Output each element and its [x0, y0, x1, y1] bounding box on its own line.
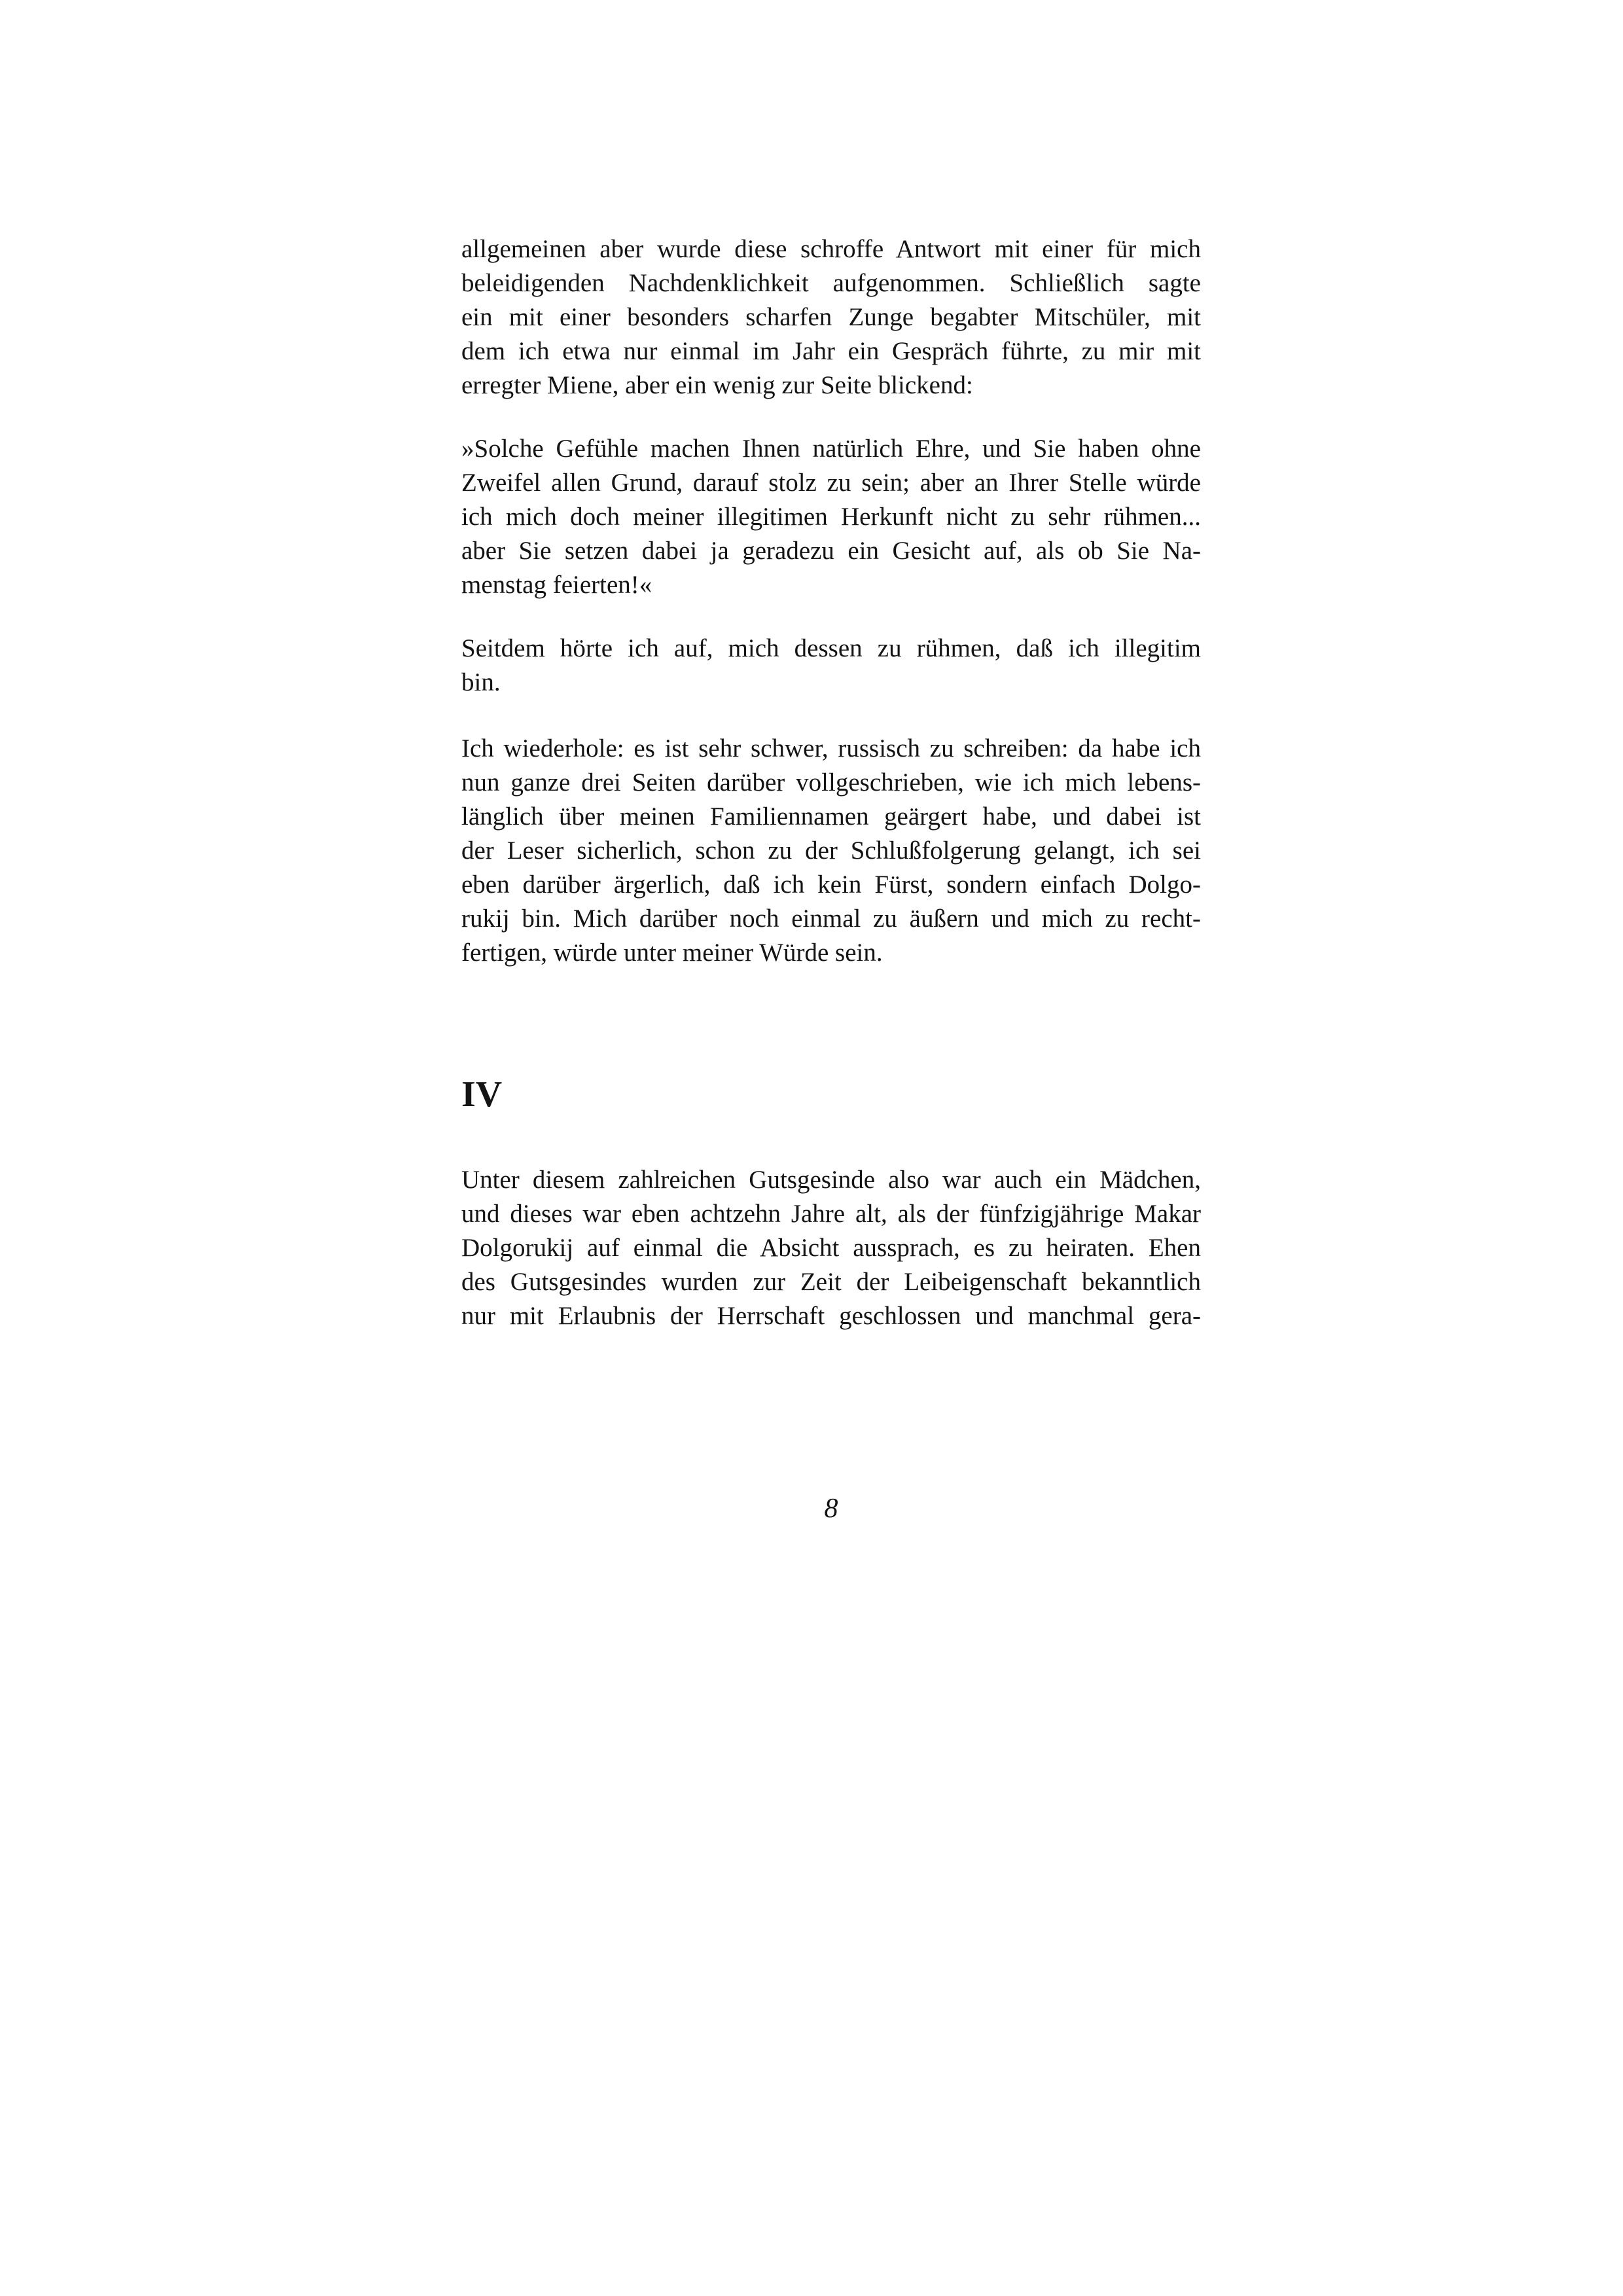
text-line: der Leser sicherlich, schon zu der Schlußfolgerung gelangt, ich sei: [461, 836, 1201, 865]
text-line: bin.: [461, 668, 501, 696]
text-line: allgemeinen aber wurde diese schroffe Antwort mit einer für mich: [461, 235, 1201, 263]
paragraph-1: [461, 232, 1201, 403]
text-line: Seitdem hörte ich auf, mich dessen zu rühmen, daß ich illegitim: [461, 634, 1201, 662]
paragraph-3: [461, 632, 1201, 700]
text-line: fertigen, würde unter meiner Würde sein.: [461, 939, 883, 967]
section-paragraph: [461, 1163, 1201, 1333]
page-number: 8: [824, 1494, 838, 1524]
text-line: aber Sie setzen dabei ja geradezu ein Gesicht auf, als ob Sie Na-: [461, 537, 1201, 565]
text-line: länglich über meinen Familiennamen geärgert habe, und dabei ist: [461, 802, 1201, 831]
text-line: und dieses war eben achtzehn Jahre alt, als der fünfzigjährige Makar: [461, 1200, 1201, 1228]
text-line: nur mit Erlaubnis der Herrschaft geschlossen und manchmal gera-: [461, 1302, 1201, 1330]
text-line: dem ich etwa nur einmal im Jahr ein Gespräch führte, zu mir mit: [461, 337, 1201, 365]
text-line: »Solche Gefühle machen Ihnen natürlich Ehre, und Sie haben ohne: [461, 435, 1201, 463]
text-line: nun ganze drei Seiten darüber vollgeschrieben, wie ich mich lebens-: [461, 768, 1201, 797]
text-line: menstag feierten!«: [461, 571, 652, 599]
paragraph-4: [461, 732, 1201, 970]
text-line: des Gutsgesindes wurden zur Zeit der Leibeigenschaft bekanntlich: [461, 1268, 1201, 1296]
text-line: erregter Miene, aber ein wenig zur Seite blickend:: [461, 371, 973, 399]
text-line: Zweifel allen Grund, darauf stolz zu sein; aber an Ihrer Stelle würde: [461, 469, 1201, 497]
text-line: beleidigenden Nachdenklichkeit aufgenommen. Schließlich sagte: [461, 269, 1201, 297]
text-line: ein mit einer besonders scharfen Zunge begabter Mitschüler, mit: [461, 303, 1201, 331]
text-line: Ich wiederhole: es ist sehr schwer, russisch zu schreiben: da habe ich: [461, 734, 1201, 762]
text-line: Unter diesem zahlreichen Gutsgesinde also war auch ein Mädchen,: [461, 1166, 1201, 1194]
text-line: eben darüber ärgerlich, daß ich kein Fürst, sondern einfach Dolgo-: [461, 870, 1201, 899]
section-heading: IV: [461, 1074, 503, 1115]
paragraph-2: [461, 432, 1201, 602]
text-line: Dolgorukij auf einmal die Absicht aussprach, es zu heiraten. Ehen: [461, 1234, 1201, 1262]
text-line: ich mich doch meiner illegitimen Herkunft nicht zu sehr rühmen...: [461, 503, 1201, 531]
text-line: rukij bin. Mich darüber noch einmal zu äußern und mich zu recht-: [461, 905, 1201, 933]
